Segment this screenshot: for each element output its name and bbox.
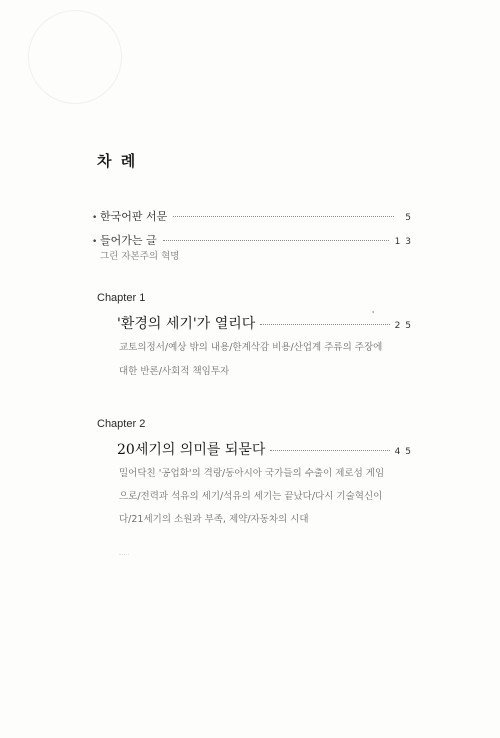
entry-label: 들어가는 글 <box>100 234 157 247</box>
chapter-1-description-line: 대한 반론/사회적 책임투자 <box>119 366 230 377</box>
bullet-icon: • <box>92 213 98 223</box>
toc-entry-introduction[interactable] <box>92 232 412 248</box>
stray-tick-mark: ' <box>372 310 375 319</box>
toc-entry-preface[interactable] <box>92 208 412 224</box>
page-title: 차 례 <box>97 152 138 170</box>
toc-entry-chapter-1[interactable] <box>117 313 412 333</box>
chapter-1-title: '환경의 세기'가 열리다 <box>117 316 256 332</box>
bullet-icon: • <box>92 237 98 247</box>
dot-leader <box>260 323 389 325</box>
dot-leader <box>270 449 389 451</box>
dot-leader <box>173 215 394 217</box>
chapter-1-label: Chapter 1 <box>97 292 146 304</box>
chapter-1-page-number: 2 5 <box>394 321 412 331</box>
entry-subtitle: 그린 자본주의 혁명 <box>100 251 180 262</box>
chapter-2-page-number: 4 5 <box>394 447 412 457</box>
entry-page-number: 1 3 <box>394 237 412 247</box>
decorative-circle <box>28 10 122 104</box>
chapter-2-title: 20세기의 의미를 되묻다 <box>117 442 266 458</box>
faint-mark <box>119 548 129 555</box>
chapter-2-description-line: 밀어닥친 '공업화'의 격랑/동아시아 국가들의 수출이 제로섬 게임 <box>119 468 385 479</box>
entry-page-number: 5 <box>405 213 412 223</box>
chapter-1-description-line: 교토의정서/예상 밖의 내용/한계삭감 비용/산업계 주류의 주장에 <box>119 342 383 353</box>
chapter-2-label: Chapter 2 <box>97 418 146 430</box>
toc-entry-chapter-2[interactable] <box>117 439 412 459</box>
dot-leader <box>163 239 389 241</box>
chapter-2-description-line: 으로/전력과 석유의 세기/석유의 세기는 끝났다/다시 기술혁신이 <box>119 491 383 502</box>
chapter-2-description-line: 다/21세기의 소원과 부족, 제약/자동차의 시대 <box>119 514 309 525</box>
entry-label: 한국어판 서문 <box>100 210 168 223</box>
